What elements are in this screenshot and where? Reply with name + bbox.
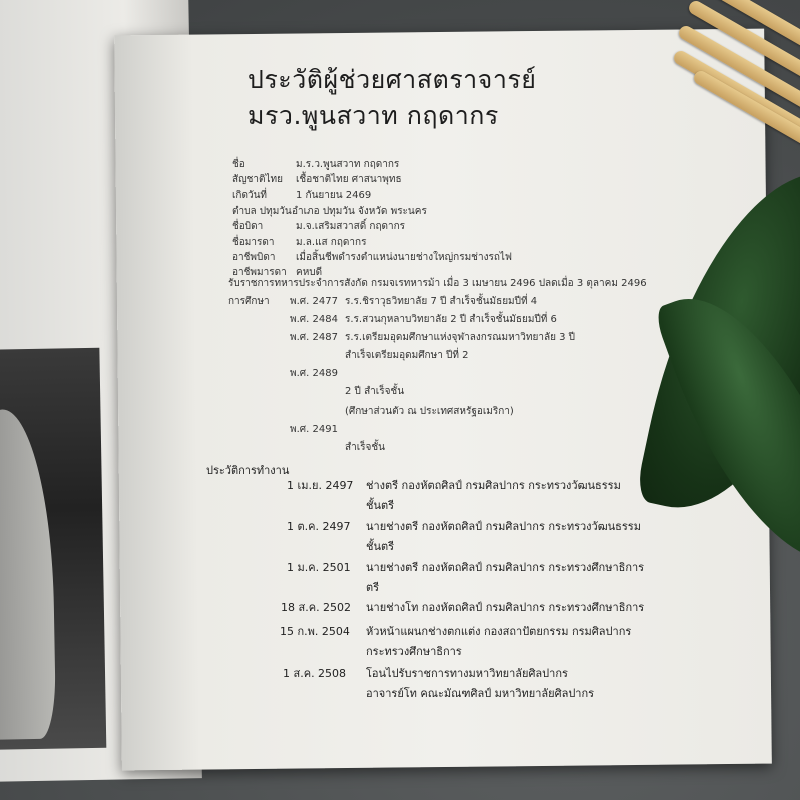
- info-value: 1 กันยายน 2469: [296, 190, 372, 201]
- info-label: ชื่อบิดา: [232, 221, 264, 232]
- info-value: ม.ล.แส กฤดากร: [296, 237, 367, 248]
- info-label: สัญชาติไทย: [232, 174, 284, 185]
- work-history-label: ประวัติการทำงาน: [206, 464, 290, 477]
- work-detail: ชั้นตรี: [366, 499, 395, 512]
- education-school: ร.ร.สวนกุหลาบวิทยาลัย 2 ปี สำเร็จชั้นมัธยมปีที่ 6: [345, 314, 557, 325]
- work-position: หัวหน้าแผนกช่างตกแต่ง กองสถาปัตยกรรม กรมศิลปากร: [366, 625, 632, 638]
- education-school: ร.ร.ชิราวุธวิทยาลัย 7 ปี สำเร็จชั้นมัธยมปีที่ 4: [345, 296, 538, 307]
- info-label: อาชีพมารดา: [232, 267, 287, 278]
- info-value: อำเภอ ปทุมวัน จังหวัด พระนคร: [292, 206, 427, 217]
- work-date: 1 ส.ค. 2508: [283, 667, 347, 680]
- page-title-line1: ประวัติผู้ช่วยศาสตราจารย์: [248, 65, 537, 94]
- info-label: ตำบล ปทุมวัน: [232, 206, 292, 217]
- education-year: พ.ศ. 2491: [290, 424, 338, 435]
- education-detail: 2 ปี สำเร็จชั้น: [345, 386, 405, 397]
- info-label: เกิดวันที่: [232, 190, 268, 201]
- work-date: 18 ส.ค. 2502: [281, 601, 352, 614]
- education-school: ร.ร.เตรียมอุดมศึกษาแห่งจุฬาลงกรณมหาวิทยาลัย 3 ปี: [345, 332, 576, 343]
- education-year: พ.ศ. 2489: [290, 368, 338, 379]
- education-year: พ.ศ. 2484: [290, 314, 338, 325]
- education-year: พ.ศ. 2487: [290, 332, 338, 343]
- work-position: โอนไปรับราชการทางมหาวิทยาลัยศิลปากร: [366, 667, 568, 680]
- work-detail: ชั้นตรี: [366, 540, 395, 553]
- info-value: เมื่อสิ้นชีพดำรงตำแหน่งนายช่างใหญ่กรมช่างรถไฟ: [296, 252, 512, 263]
- work-position: ช่างตรี กองหัตถศิลป์ กรมศิลปากร กระทรวงวัฒนธรรม: [366, 479, 621, 492]
- work-position: นายช่างโท กองหัตถศิลป์ กรมศิลปากร กระทรวงศึกษาธิการ: [366, 601, 645, 614]
- info-label: ชื่อมารดา: [232, 237, 275, 248]
- work-position: นายช่างตรี กองหัตถศิลป์ กรมศิลปากร กระทรวงศึกษาธิการ: [366, 561, 645, 574]
- education-detail: สำเร็จเตรียมอุดมศึกษา ปีที่ 2: [345, 350, 469, 361]
- info-value: คหบดี: [296, 267, 323, 278]
- education-detail: สำเร็จชั้น: [345, 442, 385, 453]
- work-detail: ตรี: [366, 581, 380, 594]
- work-detail: อาจารย์โท คณะมัณฑศิลป์ มหาวิทยาลัยศิลปากร: [366, 687, 595, 700]
- military-service: รับราชการทหารประจำการสังกัด กรมจเรทหารม้า เมื่อ 3 เมษายน 2496 ปลดเมื่อ 3 ตุลาคม 2496: [228, 278, 647, 289]
- info-value: ม.ร.ว.พูนสวาท กฤดากร: [296, 159, 400, 170]
- education-label: การศึกษา: [228, 296, 270, 307]
- work-date: 15 ก.พ. 2504: [280, 625, 350, 638]
- info-label: ชื่อ: [232, 159, 245, 170]
- education-year: พ.ศ. 2477: [290, 296, 338, 307]
- work-date: 1 ต.ค. 2497: [287, 520, 351, 533]
- straw-bundle: [670, 0, 800, 160]
- page-title-line2: มรว.พูนสวาท กฤดากร: [248, 101, 499, 130]
- info-value: ม.จ.เสริมสวาสดิ์ กฤดากร: [296, 221, 406, 232]
- info-label: อาชีพบิดา: [232, 252, 276, 263]
- work-date: 1 ม.ค. 2501: [287, 561, 351, 574]
- work-detail: กระทรวงศึกษาธิการ: [366, 645, 462, 658]
- left-page-photo: [0, 348, 106, 750]
- info-value: เชื้อชาติไทย ศาสนาพุทธ: [296, 174, 402, 185]
- work-position: นายช่างตรี กองหัตถศิลป์ กรมศิลปากร กระทรวงวัฒนธรรม: [366, 520, 641, 533]
- photo-figure: [0, 409, 56, 740]
- education-detail: (ศึกษาส่วนตัว ณ ประเทศสหรัฐอเมริกา): [345, 406, 514, 417]
- work-date: 1 เม.ย. 2497: [287, 479, 354, 492]
